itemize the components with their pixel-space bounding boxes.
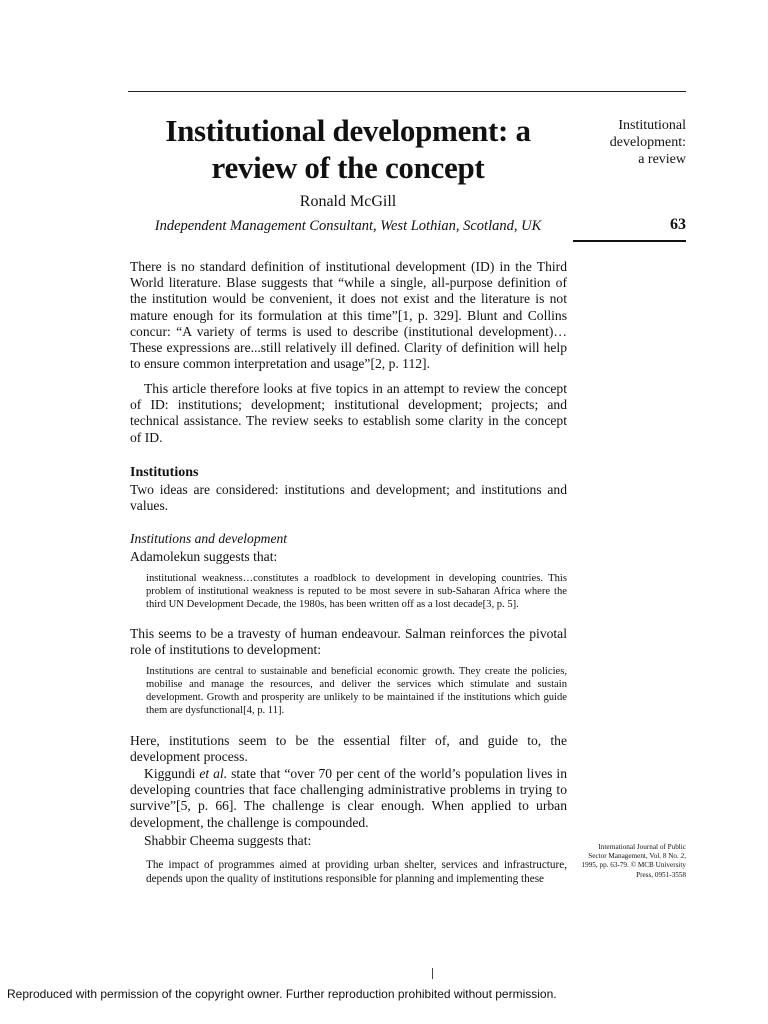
block-quote-adamolekun: institutional weakness…constitutes a roadblock to development in developing countries. This problem of institutional weakness is reputed to be most severe in sub-Saharan Africa where the third UN Development Decade, the 1980s, has been written off as a lost decade[3, p. 5]. [146, 573, 567, 610]
subsection-heading: Institutions and development [130, 531, 288, 546]
kiggundi-text-start: Kiggundi [144, 766, 200, 781]
journal-citation-line: Press, 0951-3558 [636, 870, 686, 879]
journal-citation [576, 843, 686, 880]
et-al-text: et al. [199, 766, 228, 781]
body-paragraph-kiggundi [130, 766, 567, 831]
article-title: Institutional development: a review of the concept [165, 113, 531, 185]
copyright-footer: Reproduced with permission of the copyright owner. Further reproduction prohibited without permission. [7, 987, 557, 1001]
side-rule [573, 240, 686, 242]
section-heading-institutions: Institutions [130, 465, 199, 480]
page-number: 63 [670, 216, 686, 233]
running-head [576, 117, 686, 168]
journal-citation-line: Sector Management, Vol. 8 No. 2, [588, 852, 686, 861]
block-quote-salman: Institutions are central to sustainable and beneficial economic growth. They create the policies, mobilise and manage the resources, and deliver the services which stimulate and sustain development. Growth and prosperity are unlikely to be maintained if the institutions which guide them are dysfunctional[4, p. 11]. [146, 666, 567, 716]
body-paragraph-filter: Here, institutions seem to be the essential filter of, and guide to, the development process. [130, 733, 567, 765]
journal-citation-line: 1995, pp. 63-79. © MCB University [581, 861, 686, 870]
author-affiliation: Independent Management Consultant, West Lothian, Scotland, UK [154, 218, 542, 234]
running-head-line: Institutional [618, 118, 686, 133]
journal-citation-line: International Journal of Public [598, 843, 686, 851]
kiggundi-text-end: state that “over 70 per cent of the world’s population lives in developing countries that face challenging administrative problems in trying to survive”[5, p. 66]. The challenge is clear enough. When applied to urban development, the challenge is compounded. [130, 766, 567, 830]
author-name: Ronald McGill [299, 193, 397, 210]
subsection-lead: Adamolekun suggests that: [130, 549, 278, 564]
running-head-line: a review [638, 152, 686, 167]
block-quote-cheema: The impact of programmes aimed at providing urban shelter, services and infrastructure, depends upon the quality of institutions responsible for planning and implementing these [146, 859, 567, 885]
intro-paragraph-1: There is no standard definition of institutional development (ID) in the Third World literature. Blase suggests that “while a single, all-purpose definition of the institution would be convenient, it does not exist and the literature is not mature enough for its formulation at this time”[1, p. 329]. Blunt and Collins concur: “A variety of terms is used to describe (institutional development)…These expressions are...still relatively ill defined. Clarity of definition will help to ensure common interpretation and usage”[2, p. 112]. [130, 259, 567, 372]
running-head-line: development: [609, 135, 686, 150]
body-paragraph-salman: This seems to be a travesty of human endeavour. Salman reinforces the pivotal role of institutions to development: [130, 626, 567, 658]
body-paragraph-cheema: Shabbir Cheema suggests that: [144, 833, 312, 848]
top-rule [128, 91, 686, 92]
intro-paragraph-2: This article therefore looks at five topics in an attempt to review the concept of ID: institutions; development; institutional development; projects; and technical assistance. The review seeks to establish some clarity in the concept of ID. [130, 381, 567, 445]
scan-mark [432, 968, 433, 979]
section-intro-paragraph: Two ideas are considered: institutions and development; and institutions and values. [130, 482, 567, 514]
